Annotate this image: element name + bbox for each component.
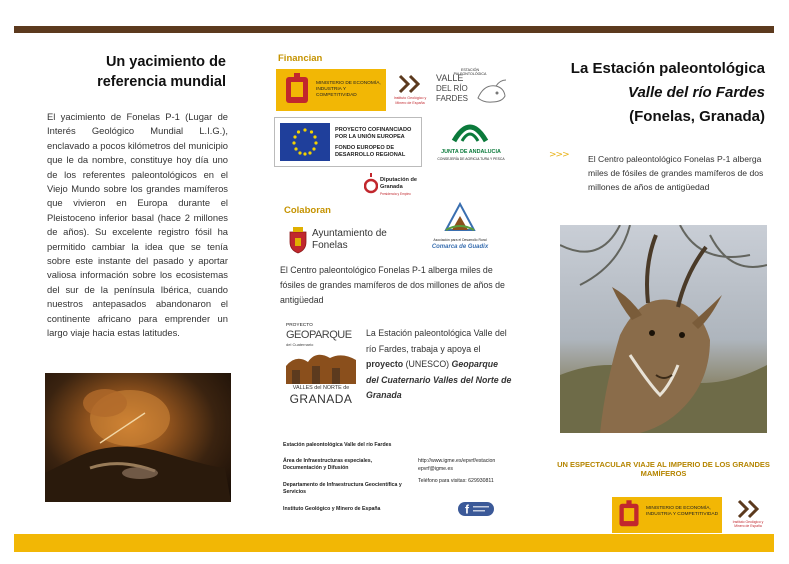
geoparque-landscape-icon	[286, 348, 356, 384]
left-body-text: El yacimiento de Fonelas P-1 (Lugar de Interés Geológico Mundial L.I.G.), enclavado a pocos kilómetros del municipio que le da nombre, constituye hoy día uno de los referentes paleontológicos en el Viejo Mundo sobre los grandes mamíferos que vivieron en Europa durante el Pleistoceno inferior basal (hace 2 millones de años). Su excelente registro fósil ha permitido cambiar la idea que se tenía sobre este instante del pasado y aportar valiosa información sobre los ecosistemas del sur de la península Ibérica, cuando nuestros antepasados abandonaron el continente africano para emprender un largo viaje hacia estas latitudes.	[47, 111, 228, 339]
antelope-photo	[560, 225, 767, 433]
contact-line-2: Área de Infraestructuras especiales, Documentación y Difusión	[283, 458, 373, 471]
geo-text-1: La Estación paleontológica Valle del río Fardes, trabaja y apoya el	[366, 328, 507, 354]
diputacion-granada-logo	[362, 171, 426, 201]
tagline-text: UN ESPECTACULAR VIAJE AL IMPERIO DE LOS GRANDES MAMÍFEROS	[557, 460, 770, 478]
valles-norte-text: VALLES del NORTE de	[292, 385, 350, 391]
pomegranate-icon	[364, 173, 378, 195]
eu-feder-logo	[274, 117, 422, 167]
ministerio-text-bottom: MINISTERIO DE ECONOMÍA, INDUSTRIA Y COMPETITIVIDAD	[646, 506, 719, 517]
geoparque-logo	[286, 322, 356, 408]
valle-fardes-logo	[434, 68, 510, 112]
geoparque-subtitle: del Cuaternario	[286, 342, 314, 347]
ministerio-logo-bottom	[612, 497, 722, 533]
phone-text: Teléfono para visitas: 629930811	[418, 478, 494, 484]
diputacion-small-text: Presidencia y Empleo	[380, 192, 411, 196]
right-subtitle: El Centro paleontológico Fonelas P-1 alberga miles de fósiles de grandes mamíferos de dos millones de años de antigüedad	[588, 154, 764, 192]
fossil-excavation-photo	[45, 373, 231, 502]
geo-text-2: (UNESCO)	[403, 359, 452, 369]
coat-of-arms-icon	[288, 226, 308, 254]
website-link[interactable]: http://www.igme.es/epvrf/estacion	[418, 458, 496, 464]
contact-line-1: Estación paleontológica Valle del río Fardes	[283, 442, 392, 448]
colaboran-label: Colaboran	[284, 205, 331, 216]
eu-text-2: FONDO EUROPEO DE DESARROLLO REGIONAL	[335, 145, 406, 158]
diputacion-text: Diputación de Granada	[380, 177, 417, 190]
junta-emblem-icon	[450, 117, 490, 145]
spain-shield-icon	[616, 500, 642, 530]
geoparque-description	[366, 326, 512, 404]
arrow-bullet-icon: >>>	[549, 150, 569, 160]
ayuntamiento-text: Ayuntamiento de Fonelas	[312, 228, 387, 251]
ayuntamiento-fonelas-logo	[288, 224, 400, 256]
facebook-icon[interactable]	[458, 502, 494, 516]
contact-line-4: Instituto Geológico y Minero de España	[283, 506, 381, 512]
right-title-1: La Estación paleontológica	[570, 60, 765, 77]
valle-line-2: DEL RÍO	[436, 84, 468, 93]
estacion-small-text: ESTACIÓN PALEONTOLÓGICA	[453, 68, 487, 76]
comarca-guadix-logo	[424, 200, 496, 258]
igme-text-bottom: Instituto Geológico y Minero de España	[732, 520, 764, 529]
left-title: Un yacimiento de referencia mundial	[97, 54, 226, 90]
igme-chevron-icon	[737, 499, 759, 519]
eu-flag-icon	[280, 123, 330, 161]
junta-andalucia-logo	[432, 117, 508, 169]
contact-line-3: Departamento de Infraestructura Geocientífica y Servicios	[283, 482, 402, 495]
junta-small-text: CONSEJERÍA DE AGRICULTURA Y PESCA	[437, 157, 505, 161]
geo-text-italic: Geoparque del Cuaternario Valles del Norte de Granada	[366, 359, 512, 400]
guadix-small-text: Asociación para el Desarrollo Rural	[433, 238, 487, 242]
igme-logo-bottom	[728, 498, 768, 532]
ministerio-logo	[276, 69, 386, 111]
top-bar	[14, 26, 774, 33]
granada-text: GRANADA	[289, 392, 353, 406]
svg-text:f: f	[465, 502, 469, 516]
guadix-text: Comarca de Guadix	[431, 244, 489, 250]
valle-line-1: VALLE	[436, 73, 464, 83]
geo-text-bold: proyecto	[366, 359, 404, 369]
igme-logo	[390, 72, 430, 110]
junta-text: JUNTA DE ANDALUCIA	[441, 149, 501, 155]
geoparque-proyecto: PROYECTO	[286, 323, 313, 328]
geoparque-title: GEOPARQUE	[286, 329, 352, 341]
valle-line-3: FARDES	[436, 94, 469, 103]
right-title-italic: Valle del río Fardes	[628, 84, 765, 101]
right-title-2: (Fonelas, Granada)	[629, 108, 765, 125]
bottom-bar	[14, 534, 774, 552]
right-title	[540, 57, 765, 129]
guadix-emblem-icon	[442, 200, 478, 234]
animal-skull-icon	[474, 78, 508, 108]
ministerio-text: MINISTERIO DE ECONOMÍA, INDUSTRIA Y COMPETITIVIDAD	[316, 81, 381, 98]
igme-text: Instituto Geológico y Minero de España	[393, 96, 427, 105]
eu-text-1: PROYECTO COFINANCIADO POR LA UNIÓN EUROPEA	[335, 127, 412, 140]
email-link[interactable]: epvrf@igme.es	[418, 466, 453, 472]
centro-description: El Centro paleontológico Fonelas P-1 alberga miles de fósiles de grandes mamíferos de dos millones de años de antigüedad	[280, 265, 505, 305]
financian-label: Financian	[278, 53, 323, 64]
